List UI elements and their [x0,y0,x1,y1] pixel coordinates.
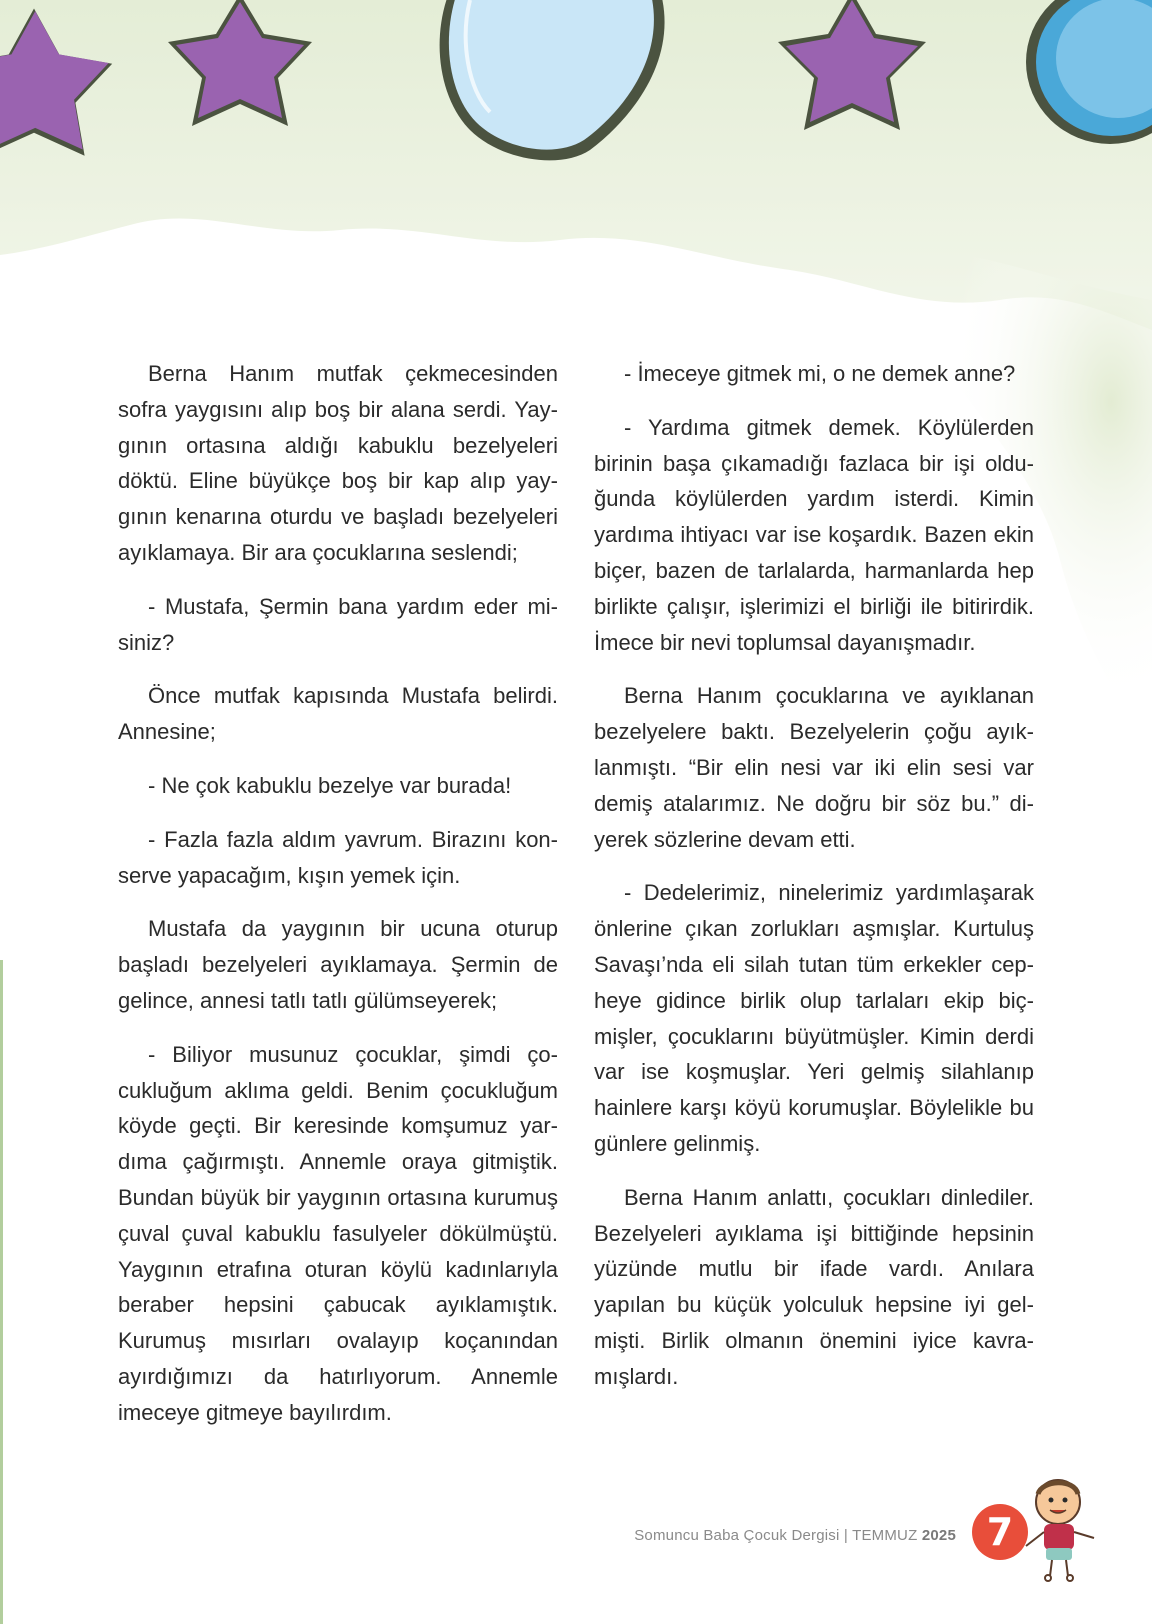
star-icon [778,0,926,130]
star-icon [168,0,312,126]
pool-icon [1026,0,1152,144]
paragraph: - Yardıma gitmek demek. Köylülerden birinin başa çıkamadığı fazlaca bir işi olduğunda köylülerden yardım isterdi. Kimin yardıma ihtiyacı var ise koşardık. Bazen ekin biçer, bazen de tarlalarda, harmanlarda hep birlikte çalışır, işlerimizi el birliği ile bitirirdik. İmece bir nevi toplumsal dayanışmadır. [594,414,1034,655]
left-text-column [118,356,558,1449]
paragraph: Mustafa da yaygının bir ucuna oturup başladı bezelyeleri ayıklamaya. Şermin de gelince, annesi tatlı tatlı gülümseyerek; [118,916,558,1013]
paragraph: - İmeceye gitmek mi, o ne demek anne? [624,361,1016,386]
paragraph: - Ne çok kabuklu bezelye var burada! [148,772,512,798]
paragraph: - Fazla fazla aldım yavrum. Birazını konserve yapacağım, kışın yemek için. [118,826,558,888]
paragraph: Berna Hanım mutfak çekmecesinden sofra yaygısını alıp boş bir alana serdi. Yaygının ortasına aldığı kabuklu bezelyeleri döktü. Eline büyükçe boş bir kap alıp yaygının kenarına oturdu ve başladı bezelyeleri ayıklamaya. Bir ara çocuklarına seslendi; [118,361,558,565]
magazine-name: Somuncu Baba Çocuk Dergisi [634,1527,840,1544]
paragraph: Önce mutfak kapısında Mustafa belirdi. Annesine; [118,683,558,745]
kid-mascot-icon [1020,1476,1120,1586]
page-footer [560,1527,956,1544]
paragraph: - Biliyor musunuz çocuklar, şimdi çocukluğum aklıma geldi. Benim çocukluğum köyde geçti. Bir keresinde komşumuz yardıma çağırmıştı. Annemle oraya gitmiştik. Bundan büyük bir yaygının ortasına kurumuş çuval çuval kabuklu fasulyeler dökülmüştü. Yaygının etrafına oturan köylü kadınlarıyla beraber hepsini çabucak ayıklamıştık. Kurumuş mısırları ovalayıp koçanından ayırdığımızı da hatırlıyorum. Annemle imeceye gitmeye bayılırdım. [118,1041,558,1425]
issue-year: 2025 [921,1527,956,1544]
right-text-column [594,356,1034,1413]
paragraph: Berna Hanım anlattı, çocukları dinlediler. Bezelyeleri ayıklama işi bittiğinde hepsinin yüzünde mutlu bir ifade vardı. Anılara yapılan bu küçük yolculuk hepsine iyi gelmişti. Birlik olmanın önemini iyice kavramışlardı. [594,1184,1034,1389]
star-icon [0,9,112,156]
top-decoration-border [0,0,1152,180]
paragraph: Berna Hanım çocuklarına ve ayıklanan bezelyelere baktı. Bezelyelerin çoğu ayıklanmıştı. “Bir elin nesi var iki elin sesi var demiş atalarımız. Ne doğru bir söz bu.” diyerek sözlerine devam etti. [594,683,1034,852]
footer-separator: | [839,1527,853,1544]
issue-month: TEMMUZ [852,1527,918,1544]
pool-icon [440,0,665,160]
paragraph: - Mustafa, Şermin bana yardım eder misiniz? [118,593,558,655]
paragraph: - Dedelerimiz, ninelerimiz yardımlaşarak önlerine çıkan zorlukları aşmışlar. Kurtuluş Savaşı’nda eli silah tutan tüm erkekler cepheye gidince birlik olup tarlaları ekip biçmişler, çocuklarını büyütmüşler. Kimin derdi var ise koşmuşlar. Yeri gelmiş silahlanıp hainlere karşı köyü korumuşlar. Böylelikle bu günlere gelinmiş. [594,880,1034,1156]
page-number: 7 [972,1504,1028,1560]
